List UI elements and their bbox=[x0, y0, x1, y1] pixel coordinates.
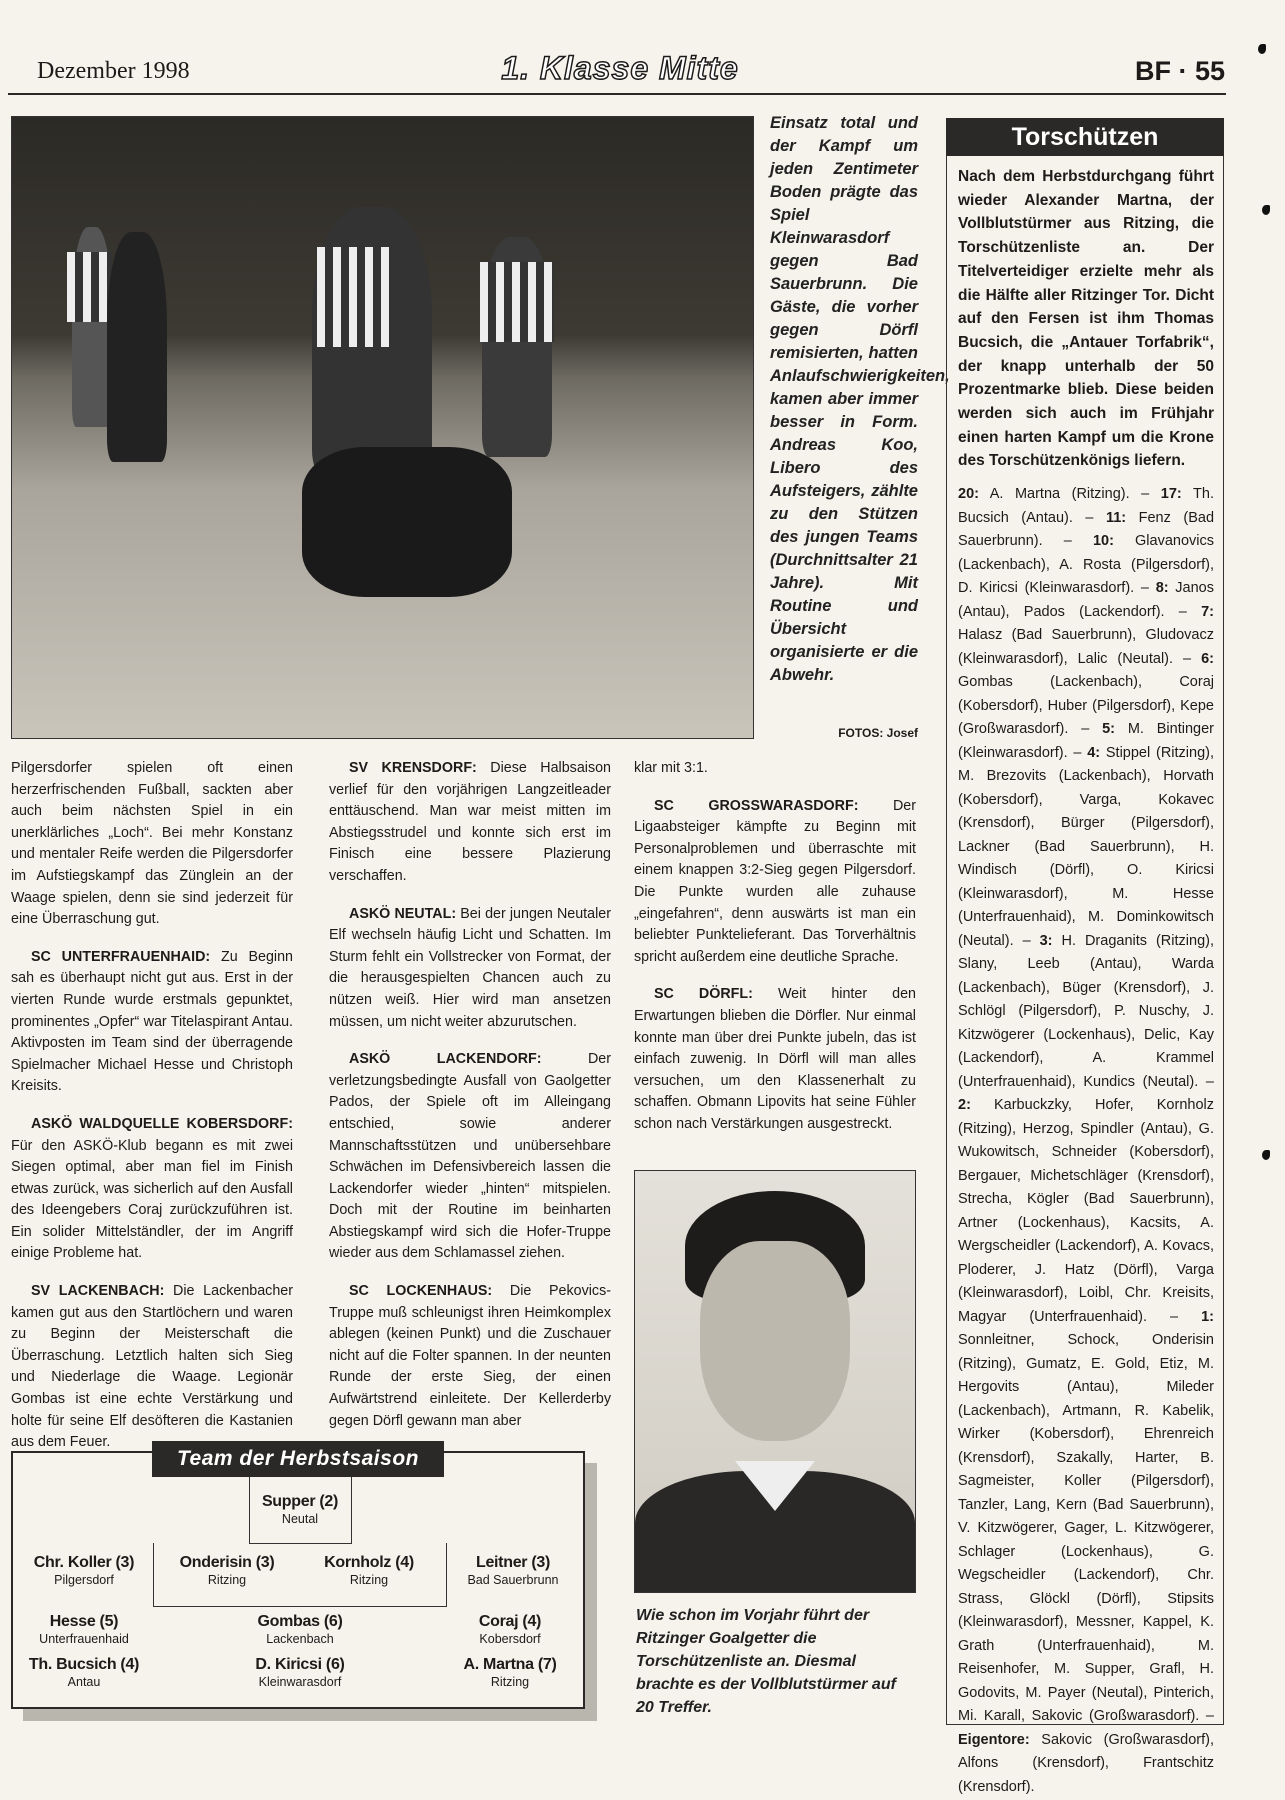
scorer-names: Gombas (Lackenbach), Coraj (Kobersdorf), Huber (Pilgersdorf), Kepe (Großwarasdorf). – bbox=[958, 674, 1214, 738]
scorer-names: A. Martna (Ritzing). – bbox=[978, 486, 1161, 503]
torschuetzen-title: Torschützen bbox=[946, 118, 1224, 156]
player-club: Ritzing bbox=[490, 1675, 530, 1689]
match-photo bbox=[11, 116, 754, 739]
article-paragraph bbox=[634, 984, 916, 1135]
scorer-names: Janos (Antau), Pados (Lackendorf). – bbox=[958, 580, 1214, 620]
scorer-names: H. Draganits (Ritzing), Slany, Leeb (Antau), Warda (Lackenbach), Büger (Krensdorf), J. Schlögl (Pilgersdorf), P. Nuschy, J. Kitzwögerer (Lockenhaus), Delic, Kay (Lackendorf), A. Krammel (Unterfrauenhaid), Kundics (Neutal). – bbox=[958, 932, 1214, 1090]
player-club: Neutal bbox=[281, 1512, 319, 1526]
scorer-list bbox=[958, 483, 1214, 1799]
player-name: Kornholz (4) bbox=[324, 1554, 414, 1571]
header-rule bbox=[8, 93, 1226, 95]
article-text: Bei der jungen Neutaler Elf wechseln häufig Licht und Schatten. Im Sturm fehlt ein Vollstrecker von Format, der die herausgespielten Chancen auch zu nützen weiß. Hier wird man ansetzen müssen, um nicht weiter abzurutschen. bbox=[329, 905, 611, 1030]
player-club: Lackenbach bbox=[266, 1632, 334, 1646]
club-heading: ASKÖ NEUTAL: bbox=[349, 905, 457, 922]
article-paragraph bbox=[11, 1281, 293, 1454]
club-heading: ASKÖ LACKENDORF: bbox=[349, 1051, 542, 1068]
article-text: Diese Halbsaison verlief für den vorjährigen Langzeitleader enttäuschend. Man war meist mitten im Abstiegsstrudel und konnte sich erst im Finisch eine bessere Plazierung verschaffen. bbox=[329, 760, 611, 884]
player-club: Kleinwarasdorf bbox=[258, 1675, 342, 1689]
article-paragraph bbox=[329, 1049, 611, 1265]
player-name: Leitner (3) bbox=[475, 1554, 551, 1571]
photo-credit: FOTOS: Josef bbox=[838, 726, 918, 740]
article-text: Der verletzungsbedingte Ausfall von Gaolgetter Pados, der Spiele oft im Alleingang entschied, sowie anderer Mannschaftsstützen und unübersehbare Schwächen im Defensivbereich lassen die Lackendorfer wieder „hinten“ mitspielen. Doch mit der Routine im beinharten Abstiegskampf wird sich die Hofer-Truppe wieder aus dem Schlamassel ziehen. bbox=[329, 1051, 611, 1262]
player-name: Coraj (4) bbox=[478, 1613, 542, 1630]
issue-date: Dezember 1998 bbox=[37, 58, 190, 84]
club-heading: SC UNTERFRAUENHAID: bbox=[31, 948, 211, 965]
goal-count: 4: bbox=[1087, 744, 1101, 761]
torschuetzen-intro: Nach dem Herbstdurchgang führt wieder Alexander Martna, der Vollblutstürmer aus Ritzing, die Torschützenliste an. Der Titelverteidiger erzielte mehr als die Hälfte aller Ritzinger Tor. Dicht auf den Fersen ist ihm Thomas Bucsich, die „Antauer Torfabrik“, der knapp unterhalb der 50 Prozentmarke blieb. Diese beiden werden sich auch im Frühjahr einen harten Kampf um die Krone des Torschützenkönigs liefern. bbox=[958, 168, 1214, 470]
goal-count: 8: bbox=[1155, 580, 1169, 597]
scan-mark bbox=[1262, 205, 1270, 215]
scorer-names: Fenz (Bad Sauerbrunn). – bbox=[958, 509, 1215, 550]
team-player bbox=[443, 1553, 583, 1588]
player-club: Ritzing bbox=[207, 1573, 247, 1587]
goal-count: 1: bbox=[1201, 1308, 1214, 1325]
team-player bbox=[14, 1612, 154, 1647]
player-name: Th. Bucsich (4) bbox=[28, 1656, 140, 1673]
goal-count: 2: bbox=[958, 1097, 971, 1114]
article-paragraph bbox=[329, 904, 611, 1034]
article-text: Die Pekovics-Truppe muß schleunigst ihren Heimkomplex ablegen (keinen Punkt) und die Zuschauer nicht auf die Folter spannen. In der neunten Runde der erste Sieg, der einen Aufwärtstrend einleitete. Der Kellerderby gegen Dörfl gewann man aber bbox=[329, 1283, 611, 1429]
article-text: Pilgersdorfer spielen oft einen herzerfrischenden Fußball, sackten aber auch beim nächsten Spiel in ein unerklärliches „Loch“. Bei mehr Konstanz und mentaler Reife werden die Pilgersdorfer im Aufstiegskampf das Zünglein an der Waage spielen, denn sie sind jederzeit für eine Überraschung gut. bbox=[11, 760, 293, 928]
team-player bbox=[230, 1612, 370, 1647]
team-player bbox=[440, 1655, 580, 1690]
scorer-names: Halasz (Bad Sauerbrunn), Gludovacz (Kleinwarasdorf), Lalic (Neutal). – bbox=[958, 627, 1214, 667]
article-column-2 bbox=[329, 758, 611, 1448]
goal-count: 11: bbox=[1105, 509, 1127, 526]
portrait-photo bbox=[634, 1170, 916, 1593]
player-name: Gombas (6) bbox=[257, 1613, 343, 1630]
photo-caption: Einsatz total und der Kampf um jeden Zentimeter Boden prägte das Spiel Kleinwarasdorf gegen Bad Sauerbrunn. Die Gäste, die vorher gegen Dörfl remisierten, hatten Anlaufschwierigkeiten, kamen aber immer besser in Form. Andreas Koo, Libero des Aufsteigers, zählte zu den Stützen des jungen Teams (Durchnittsalter 21 Jahre). Mit Routine und Übersicht organisierte er die Abwehr. bbox=[770, 114, 950, 684]
article-paragraph bbox=[329, 758, 611, 888]
article-paragraph bbox=[634, 758, 916, 780]
goal-count: 3: bbox=[1039, 932, 1053, 949]
goal-count: Eigentore: bbox=[958, 1731, 1030, 1748]
goal-count: 10: bbox=[1092, 533, 1114, 550]
player-club: Bad Sauerbrunn bbox=[467, 1573, 559, 1587]
scorer-names: M. Bintinger (Kleinwarasdorf). – bbox=[958, 721, 1214, 761]
team-player bbox=[230, 1492, 370, 1527]
page-number: BF · 55 bbox=[1134, 56, 1225, 86]
goal-count: 20: bbox=[958, 486, 979, 503]
scorer-names: Stippel (Ritzing), M. Brezovits (Lackenbach), Horvath (Kobersdorf), Varga, Kokavec (Krensdorf), Bürger (Pilgersdorf), Lackner (Bad Sauerbrunn), H. Windisch (Dörfl), O. Kiricsi (Kleinwarasdorf), M. Hesse (Unterfrauenhaid), M. Dominkowitsch (Neutal). – bbox=[958, 744, 1214, 949]
goal-count: 6: bbox=[1201, 650, 1214, 667]
player-name: Chr. Koller (3) bbox=[33, 1554, 135, 1571]
article-text: Für den ASKÖ-Klub begann es mit zwei Siegen optimal, aber man fiel im Finish etwas zurück, was sicherlich auf den Ausfall des Ideengebers Coraj zurückzuführen ist. Ein solider Mittelständler, der im Angriff einige Probleme hat. bbox=[11, 1137, 293, 1262]
player-club: Unterfrauenhaid bbox=[39, 1632, 129, 1646]
scorer-names: Th. Bucsich (Antau). – bbox=[958, 486, 1214, 526]
player-name: Onderisin (3) bbox=[179, 1554, 275, 1571]
player-club: Ritzing bbox=[349, 1573, 389, 1587]
article-text: Weit hinter den Erwartungen blieben die Dörfler. Nur einmal konnte man über drei Punkte jubeln, das ist einfach zuwenig. In Dörfl will man alles versuchen, um den Klassenerhalt zu schaffen. Obmann Lipovits hat seine Fühler schon nach Verstärkungen ausgestreckt. bbox=[634, 986, 916, 1132]
article-text: Zu Beginn sah es überhaupt nicht gut aus. Erst in der vierten Runde wurde erstmals gepunktet, prominentes „Opfer“ war Titelaspirant Antau. Aktivposten im Team sind der überragende Spielmacher Michael Hesse und Christoph Kreisits. bbox=[11, 948, 293, 1095]
scan-mark bbox=[1262, 1150, 1270, 1160]
scorer-names: Sakovic (Großwarasdorf), Alfons (Krensdorf), Frantschitz (Krensdorf). bbox=[958, 1731, 1214, 1795]
player-club: Pilgersdorf bbox=[54, 1573, 114, 1587]
club-heading: SC GROSSWARASDORF: bbox=[654, 797, 859, 814]
team-player bbox=[14, 1553, 154, 1588]
team-player bbox=[230, 1655, 370, 1690]
club-heading: SC DÖRFL: bbox=[654, 986, 753, 1003]
article-paragraph bbox=[329, 1281, 611, 1432]
article-column-1 bbox=[11, 758, 293, 1470]
portrait-caption: Wie schon im Vorjahr führt der Ritzinger Goalgetter die Torschützenliste an. Diesmal brachte es der Vollblutstürmer auf 20 Treffer. bbox=[636, 1607, 896, 1716]
article-paragraph bbox=[634, 796, 916, 969]
section-title: 1. Klasse Mitte bbox=[501, 50, 739, 86]
goal-count: 5: bbox=[1102, 721, 1115, 738]
article-column-3 bbox=[634, 758, 916, 1152]
club-heading: SV LACKENBACH: bbox=[31, 1283, 165, 1300]
scorer-names: Glavanovics (Lackenbach), A. Rosta (Pilgersdorf), D. Kiricsi (Kleinwarasdorf). – bbox=[958, 533, 1214, 597]
scan-mark bbox=[1258, 44, 1266, 54]
article-paragraph bbox=[11, 758, 293, 931]
player-club: Antau bbox=[67, 1675, 101, 1689]
article-text: Der Ligaabsteiger kämpfte zu Beginn mit Personalproblemen und überraschte mit einem knappen 3:2-Sieg gegen Pilgersdorf. Die Punkte wurden alle zuhause „eingefahren“, denn auswärts ist man ein beliebter Punktelieferant. Das Torverhältnis spricht außerdem eine deutliche Sprache. bbox=[634, 797, 916, 965]
goal-count: 7: bbox=[1201, 603, 1214, 620]
club-heading: SC LOCKENHAUS: bbox=[349, 1283, 493, 1300]
player-club: Kobersdorf bbox=[479, 1632, 541, 1646]
goal-count: 17: bbox=[1160, 486, 1182, 503]
player-name: Supper (2) bbox=[261, 1493, 339, 1510]
team-player bbox=[440, 1612, 580, 1647]
article-paragraph bbox=[11, 947, 293, 1098]
team-player bbox=[157, 1553, 297, 1588]
article-text: Die Lackenbacher kamen gut aus den Startlöchern und waren zu Beginn der Meisterschaft die Überraschung. Letztlich halten sich Sieg und Niederlage die Waage. Legionär Gombas ist eine echte Verstärkung und holte für seine Elf desöfteren die Kastanien aus dem Feuer. bbox=[11, 1283, 293, 1451]
player-name: D. Kiricsi (6) bbox=[255, 1656, 345, 1673]
torschuetzen-content bbox=[958, 165, 1214, 1799]
scorer-names: Sonnleitner, Schock, Onderisin (Ritzing), Gumatz, E. Gold, Etiz, M. Hergovits (Antau), Mileder (Lackenbach), Artmann, R. Kabelik, Wirker (Kobersdorf), Ehrenreich (Krensdorf), Szakally, Harter, B. Sagmeister, Koller (Pilgersdorf), Tanzler, Lang, Kern (Bad Sauerbrunn), V. Kitzwögerer, Gager, L. Kitzwögerer, Schlager (Lockenhaus), G. Wegscheidler (Lackendorf), Chr. Strass, Glöckl (Dörfl), Stipsits (Kleinwarasdorf), Messner, Kappel, K. Grath (Unterfrauenhaid), M. Reisenhofer, M. Supper, Grafl, H. Godovits, M. Payer (Neutal), Pinterich, Mi. Karall, Sakovic (Großwarasdorf). – bbox=[958, 1332, 1214, 1725]
club-heading: ASKÖ WALDQUELLE KOBERSDORF: bbox=[31, 1115, 293, 1132]
article-text: klar mit 3:1. bbox=[634, 760, 708, 776]
team-player bbox=[299, 1553, 439, 1588]
team-player bbox=[14, 1655, 154, 1690]
team-title: Team der Herbstsaison bbox=[152, 1441, 444, 1477]
club-heading: SV KRENSDORF: bbox=[349, 760, 477, 776]
player-name: A. Martna (7) bbox=[463, 1656, 557, 1673]
article-paragraph bbox=[11, 1114, 293, 1265]
scorer-names: Karbuckzky, Hofer, Kornholz (Ritzing), Herzog, Spindler (Antau), G. Wukowitsch, Schneider (Kobersdorf), Bergauer, Michetschläger (Krensdorf), Strecha, Kögler (Bad Sauerbrunn), Artner (Lockenhaus), Kacsits, A. Wergscheidler (Lackendorf), A. Kovacs, Ploderer, J. Hatz (Dörfl), Varga (Kleinwarasdorf), Loibl, Chr. Kreisits, Magyar (Unterfrauenhaid). – bbox=[958, 1097, 1214, 1325]
player-name: Hesse (5) bbox=[49, 1613, 119, 1630]
